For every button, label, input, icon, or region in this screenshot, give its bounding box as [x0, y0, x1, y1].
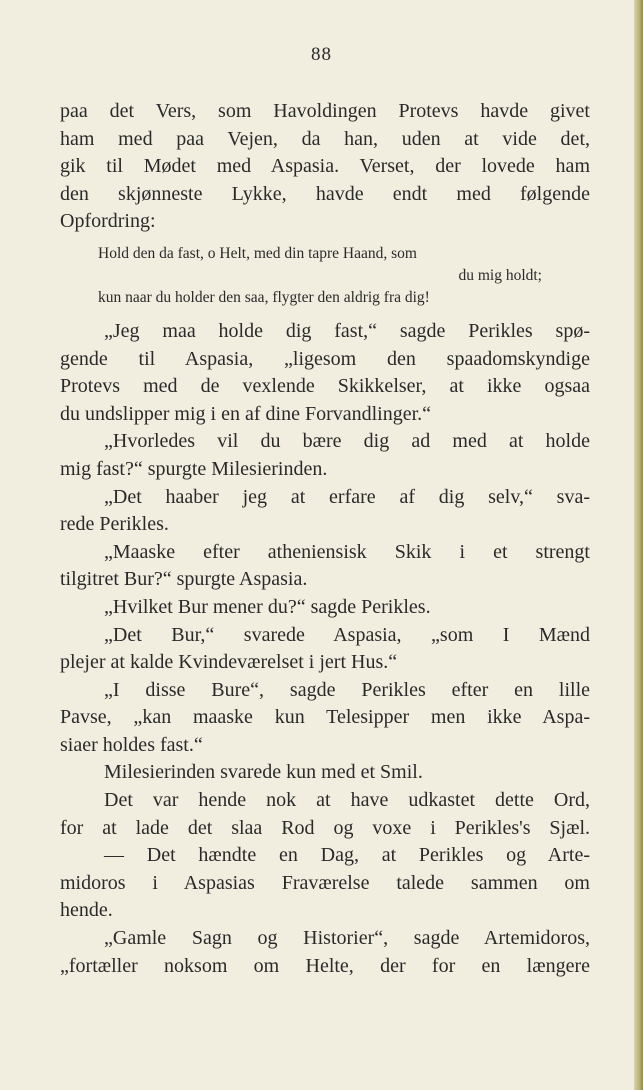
text-line: Milesierinden svarede kun med et Smil.	[104, 761, 423, 784]
text-line: „Gamle Sagn og Historier“, sagde Artemidoros,	[104, 927, 590, 950]
text-line: „Det Bur,“ svarede Aspasia, „som I Mænd	[104, 623, 590, 646]
text-line: for at lade det slaa Rod og voxe i Perikles's Sjæl.	[60, 816, 590, 839]
text-line: plejer at kalde Kvindeværelset i jert Hus.“	[60, 651, 398, 674]
text-line: gende til Aspasia, „ligesom den spaadomskyndige	[60, 347, 590, 370]
text-line: ham med paa Vejen, da han, uden at vide det,	[60, 127, 590, 150]
text-line: „I disse Bure“, sagde Perikles efter en lille	[104, 678, 590, 701]
verse-line: du mig holdt;	[458, 266, 542, 284]
text-line: Det var hende nok at have udkastet dette Ord,	[104, 789, 590, 812]
text-line: rede Perikles.	[60, 513, 169, 536]
text-line: gik til Mødet med Aspasia. Verset, der lovede ham	[60, 155, 590, 178]
text-line: — Det hændte en Dag, at Perikles og Arte-	[104, 844, 590, 867]
text-line: mig fast?“ spurgte Milesierinden.	[60, 457, 328, 480]
page-text	[60, 98, 590, 980]
text-line: „Jeg maa holde dig fast,“ sagde Perikles spø-	[104, 319, 590, 342]
text-line: tilgitret Bur?“ spurgte Aspasia.	[60, 568, 308, 591]
text-line: „Det haaber jeg at erfare af dig selv,“ sva-	[104, 485, 590, 508]
text-line: hende.	[60, 899, 113, 922]
text-line: „Hvilket Bur mener du?“ sagde Perikles.	[104, 595, 431, 618]
page-edge	[634, 0, 643, 1090]
text-line: „Hvorledes vil du bære dig ad med at holde	[104, 430, 590, 453]
text-line: Protevs med de vexlende Skikkelser, at ikke ogsaa	[60, 375, 590, 398]
page-number: 88	[311, 44, 332, 65]
text-line: „Maaske efter atheniensisk Skik i et strengt	[104, 540, 590, 563]
text-line: Opfordring:	[60, 210, 156, 233]
verse-line: kun naar du holder den saa, flygter den aldrig fra dig!	[98, 288, 430, 306]
verse-quote	[60, 243, 590, 309]
text-line: den skjønneste Lykke, havde endt med følgende	[60, 182, 590, 205]
verse-line: Hold den da fast, o Helt, med din tapre Haand, som	[98, 244, 417, 262]
text-line: „fortæller noksom om Helte, der for en længere	[60, 954, 590, 977]
text-line: midoros i Aspasias Fraværelse talede sammen om	[60, 871, 590, 894]
text-line: Pavse, „kan maaske kun Telesipper men ikke Aspa-	[60, 706, 590, 729]
text-line: paa det Vers, som Havoldingen Protevs havde givet	[60, 100, 590, 122]
text-line: du undslipper mig i en af dine Forvandlinger.“	[60, 402, 432, 425]
text-line: siaer holdes fast.“	[60, 733, 203, 756]
